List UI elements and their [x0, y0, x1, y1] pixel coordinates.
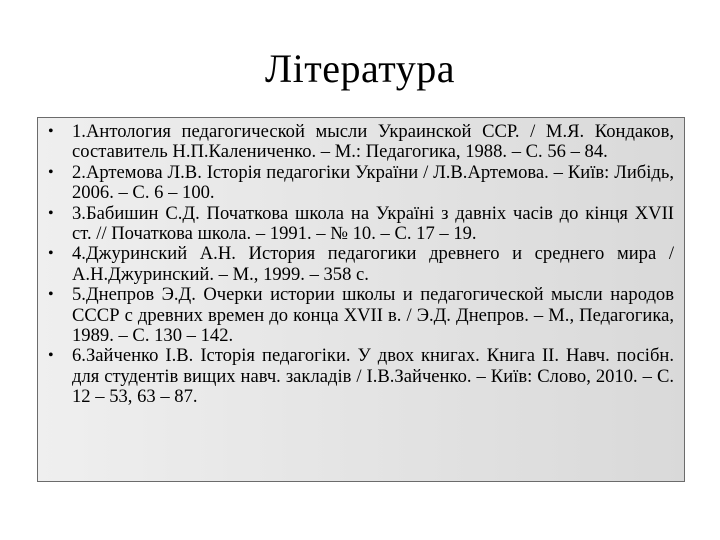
list-item: [46, 163, 674, 204]
references-list: [38, 118, 684, 408]
list-item: [46, 285, 674, 346]
reference-text: 4.Джуринский А.Н. История педагогики древнего и среднего мира / А.Н.Джуринский. – М., 1999. – 358 с.: [72, 243, 674, 285]
list-item: [46, 122, 674, 163]
bullet-icon: •: [48, 286, 54, 304]
reference-text: 3.Бабишин С.Д. Початкова школа на Україні з давніх часів до кінця XVII ст. // Початкова школа. – 1991. – № 10. – С. 17 – 19.: [72, 202, 674, 245]
reference-text: 6.Зайченко І.В. Історія педагогіки. У двох книгах. Книга ІІ. Навч. посібн. для студентів вищих навч. закладів / І.В.Зайченко. – Київ: Слово, 2010. – С. 12 – 53, 63 – 87.: [72, 345, 674, 408]
reference-text: 1.Антология педагогической мысли Украинской ССР. / М.Я. Кондаков, составитель Н.П.Калениченко. – М.: Педагогика, 1988. – С. 56 – 84.: [72, 121, 674, 163]
bullet-icon: •: [48, 204, 54, 222]
bullet-icon: •: [48, 163, 54, 181]
bullet-icon: •: [48, 123, 54, 140]
slide-title: Література: [265, 46, 455, 91]
bullet-icon: •: [48, 245, 54, 263]
list-item: [46, 346, 674, 407]
list-item: [46, 204, 674, 245]
bullet-icon: •: [48, 347, 54, 365]
list-item: [46, 244, 674, 285]
references-box: [37, 117, 685, 482]
reference-text: 5.Днепров Э.Д. Очерки истории школы и педагогической мысли народов СССР с древних времен до конца XVII в. / Э.Д. Днепров. – М., Педагогика, 1989. – С. 130 – 142.: [72, 284, 674, 347]
reference-text: 2.Артемова Л.В. Історія педагогіки України / Л.В.Артемова. – Київ: Либідь, 2006. – С. 6 – 100.: [72, 161, 674, 204]
